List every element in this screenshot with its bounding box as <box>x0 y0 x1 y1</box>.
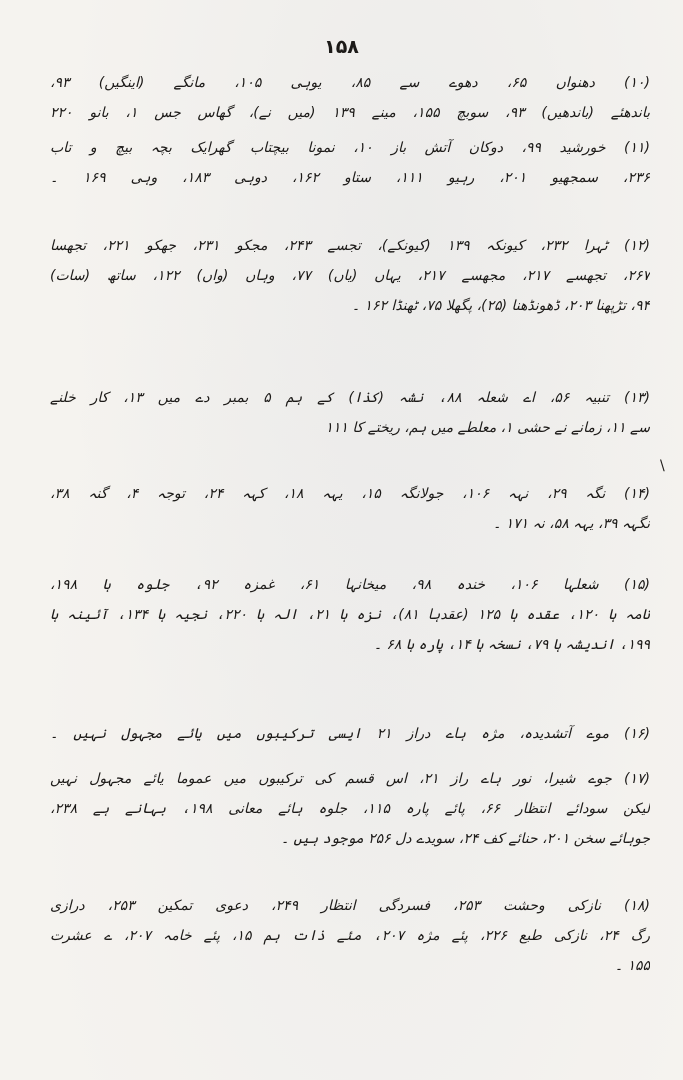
paragraph-10 <box>50 68 650 128</box>
text-line: (۱۳) تنبیہ ۵۶، اے شعلہ ۸۸، نشہ (کذا) کے ہم ۵ بمبر دے میں ۱۳، کار خلنے <box>50 390 650 406</box>
paragraph-14 <box>50 479 650 539</box>
margin-mark: \ <box>660 458 665 474</box>
text-line: (۱۱) خورشید ۹۹، دوکان آتش باز ۱۰، نمونا بیچتاب گھرایک بچہ بیچ و تاب <box>50 140 650 156</box>
text-line: (۱۰) دھنواں ۶۵، دھوے سے ۸۵، یوہی ۱۰۵، مانگے (اینگیں) ۹۳، <box>50 75 650 91</box>
paragraph-18 <box>50 891 650 981</box>
text-line: باندھئے (باندھیں) ۹۳، سوبچ ۱۵۵، مینے ۱۳۹ (میں نے)، گھاس جس ۱، بانو ۲۲۰ <box>50 105 650 121</box>
text-line: (۱۷) جوے شیرا، نور ہاے راز ۲۱، اس قسم کی ترکیبوں میں عموما یائے مجہول نہیں <box>50 771 650 787</box>
page-number: ۱۵۸ <box>324 36 359 58</box>
text-line: ۲۶۷، تجھسے ۲۱۷، مجھسے ۲۱۷، یہاں (یاں) ۷۷، وہاں (واں) ۱۲۲، ساتھ (سات) <box>50 268 650 284</box>
text-line: (۱۲) ٹہرا ۲۳۲، کیونکہ ۱۳۹ (کیونکے)، تجسے ۲۴۳، مجکو ۲۳۱، جھکو ۲۲۱، تجھسا <box>50 238 650 254</box>
text-line: نامہ ہا ۱۲۰، عقدہ ہا ۱۲۵ (عقدہا ۸۱)، نزہ ہا ۲۱، الہ ہا ۲۲۰، نجیہ ہا ۱۳۴، آئینہ ہا <box>50 607 650 623</box>
text-line: سے ۱۱، زمانے نے حشی ۱، معلطے میں ہم، ریختے کا ۱۱۱ <box>325 420 650 436</box>
paragraph-15 <box>50 570 650 660</box>
text-line: جوہائے سخن ۲۰۱، حنائے کف ۲۴، سویدے دل ۲۵۶ موجود ہیں ۔ <box>280 831 650 847</box>
paragraph-11 <box>50 133 650 193</box>
text-line: نگہہ ۳۹، یہہ ۵۸، نہ ۱۷۱ ۔ <box>492 516 650 532</box>
text-line: (۱۵) شعلہا ۱۰۶، خندہ ۹۸، میخانہا ۶۱، غمزہ ۹۲، جلوہ ہا ۱۹۸، <box>50 577 650 593</box>
text-line: لیکن سودائے انتظار ۶۶، پائے پارہ ۱۱۵، جلوہ ہائے معانی ۱۹۸، بہانے ہے ۲۳۸، <box>50 801 650 817</box>
text-line: ۱۹۹، اندیشہ ہا ۷۹، نسخہ ہا ۱۴، پارہ ہا ۶۸ ۔ <box>373 637 650 653</box>
paragraph-16 <box>50 719 650 749</box>
text-line: (۱۴) نگہ ۲۹، نہہ ۱۰۶، جولانگہ ۱۵، یہہ ۱۸، کہہ ۲۴، توجہ ۴، گنہ ۳۸، <box>50 486 650 502</box>
text-line: (۱۶) موے آتشدیدہ، مژہ ہاے دراز ۲۱ ایسی ترکیبوں میں یائے مجہول نہیں ۔ <box>50 726 650 742</box>
text-line: (۱۸) نازکی وحشت ۲۵۳، فسردگی انتظار ۲۴۹، دعوی تمکین ۲۵۳، درازی <box>50 898 650 914</box>
paragraph-12 <box>50 231 650 321</box>
text-line: رگ ۲۴، نازکی طبع ۲۲۶، پئے مژہ ۲۰۷، مئے ذات ہم ۱۵، پئے خامہ ۲۰۷، ے عشرت <box>50 928 650 944</box>
text-line: ۲۳۶، سمجھیو ۲۰۱، رہیو ۱۱۱، ستاو ۱۶۲، دوہی ۱۸۳، وہی ۱۶۹ ۔ <box>50 170 650 186</box>
text-line: ۹۴، تڑپھنا ۲۰۳، ڈھونڈھنا (۲۵)، پگھلا ۷۵، ٹھنڈا ۱۶۲ ۔ <box>351 298 650 314</box>
paragraph-13 <box>50 383 650 443</box>
paragraph-17 <box>50 764 650 854</box>
text-line: ۱۵۵ ۔ <box>614 958 650 974</box>
